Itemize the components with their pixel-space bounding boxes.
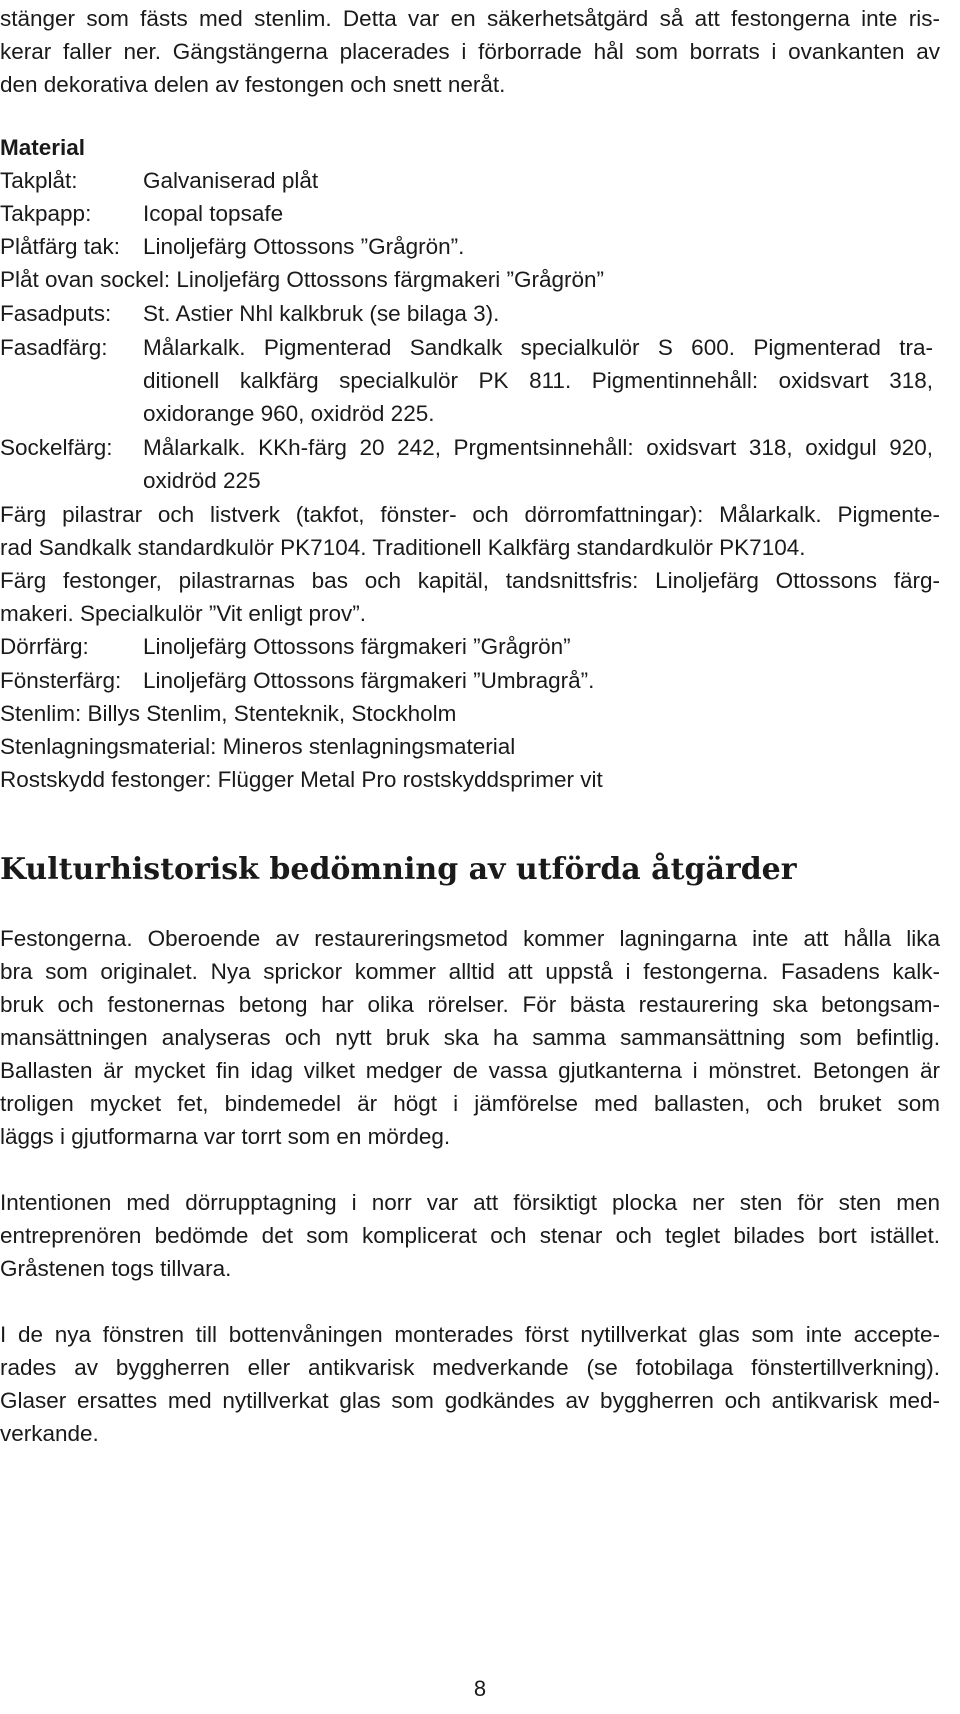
intro-line-1: stänger som fästs med stenlim. Detta var en säkerhetsåtgärd så att festongerna inte ris- bbox=[0, 6, 940, 31]
paragraph3-line-3: Glaser ersattes med nytillverkat glas som godkändes av byggherren och antikvarisk med- bbox=[0, 1388, 940, 1413]
section-heading: Kulturhistorisk bedömning av utförda åtgärder bbox=[0, 852, 797, 887]
paragraph1-line-2: bra som originalet. Nya sprickor kommer alltid att uppstå i festongerna. Fasadens kalk- bbox=[0, 959, 940, 984]
dorrfarg-label: Dörrfärg: bbox=[0, 634, 89, 659]
platfarg-tak-label: Plåtfärg tak: bbox=[0, 234, 121, 259]
intro-line-3: den dekorativa delen av festongen och snett neråt. bbox=[0, 72, 506, 97]
dorrfarg-value: Linoljefärg Ottossons färgmakeri ”Grågrön” bbox=[143, 634, 571, 659]
sockelfarg-label: Sockelfärg: bbox=[0, 435, 113, 460]
fonsterfarg-value: Linoljefärg Ottossons färgmakeri ”Umbragrå”. bbox=[143, 668, 595, 693]
intro-line-2: kerar faller ner. Gängstängerna placerades i förborrade hål som borrats i ovankanten av bbox=[0, 39, 940, 64]
fasadputs-label: Fasadputs: bbox=[0, 301, 112, 326]
fasadfarg-line-1: Målarkalk. Pigmenterad Sandkalk specialkulör S 600. Pigmenterad tra- bbox=[143, 335, 933, 360]
takplat-value: Galvaniserad plåt bbox=[143, 168, 319, 193]
fonsterfarg-label: Fönsterfärg: bbox=[0, 668, 122, 693]
paragraph1-line-5: Ballasten är mycket fin idag vilket medger de vassa gjutkanterna i mönstret. Betongen är bbox=[0, 1058, 940, 1083]
paragraph3-line-4: verkande. bbox=[0, 1421, 99, 1446]
paragraph1-line-1: Festongerna. Oberoende av restaureringsmetod kommer lagningarna inte att hålla lika bbox=[0, 926, 940, 951]
page-number: 8 bbox=[473, 1676, 487, 1701]
paragraph2-line-2: entreprenören bedömde det som komplicerat och stenar och teglet bilades bort istället. bbox=[0, 1223, 940, 1248]
stenlim-line: Stenlim: Billys Stenlim, Stenteknik, Stockholm bbox=[0, 701, 457, 726]
fasadfarg-line-2: ditionell kalkfärg specialkulör PK 811. Pigmentinnehåll: oxidsvart 318, bbox=[143, 368, 933, 393]
takplat-label: Takplåt: bbox=[0, 168, 78, 193]
paragraph2-line-1: Intentionen med dörrupptagning i norr var att försiktigt plocka ner sten för sten men bbox=[0, 1190, 940, 1215]
festonger-line-2: makeri. Specialkulör ”Vit enligt prov”. bbox=[0, 601, 366, 626]
pilastrar-line-1: Färg pilastrar och listverk (takfot, fönster- och dörromfattningar): Målarkalk. Pigmente- bbox=[0, 502, 940, 527]
fasadputs-value: St. Astier Nhl kalkbruk (se bilaga 3). bbox=[143, 301, 500, 326]
rostskydd-line: Rostskydd festonger: Flügger Metal Pro rostskyddsprimer vit bbox=[0, 767, 603, 792]
festonger-line-1: Färg festonger, pilastrarnas bas och kapitäl, tandsnittsfris: Linoljefärg Ottossons färg- bbox=[0, 568, 940, 593]
paragraph1-line-3: bruk och festonernas betong har olika rörelser. För bästa restaurering ska betongsam- bbox=[0, 992, 940, 1017]
material-heading: Material bbox=[0, 135, 86, 160]
platfarg-tak-value: Linoljefärg Ottossons ”Grågrön”. bbox=[143, 234, 465, 259]
paragraph3-line-1: I de nya fönstren till bottenvåningen monterades först nytillverkat glas som inte accepte- bbox=[0, 1322, 940, 1347]
takpapp-label: Takpapp: bbox=[0, 201, 92, 226]
paragraph1-line-4: mansättningen analyseras och nytt bruk ska ha samma sammansättning som befintlig. bbox=[0, 1025, 940, 1050]
fasadfarg-label: Fasadfärg: bbox=[0, 335, 108, 360]
takpapp-value: Icopal topsafe bbox=[143, 201, 284, 226]
paragraph1-line-6: troligen mycket fet, bindemedel är högt i jämförelse med ballasten, och bruket som bbox=[0, 1091, 940, 1116]
paragraph2-line-3: Gråstenen togs tillvara. bbox=[0, 1256, 232, 1281]
sockelfarg-line-1: Målarkalk. KKh-färg 20 242, Prgmentsinnehåll: oxidsvart 318, oxidgul 920, bbox=[143, 435, 933, 460]
sockelfarg-line-2: oxidröd 225 bbox=[143, 468, 261, 493]
stenlagning-line: Stenlagningsmaterial: Mineros stenlagningsmaterial bbox=[0, 734, 516, 759]
paragraph3-line-2: rades av byggherren eller antikvarisk medverkande (se fotobilaga fönstertillverkning). bbox=[0, 1355, 940, 1380]
fasadfarg-line-3: oxidorange 960, oxidröd 225. bbox=[143, 401, 435, 426]
plat-ovan-sockel-line: Plåt ovan sockel: Linoljefärg Ottossons färgmakeri ”Grågrön” bbox=[0, 267, 605, 292]
pilastrar-line-2: rad Sandkalk standardkulör PK7104. Traditionell Kalkfärg standardkulör PK7104. bbox=[0, 535, 806, 560]
paragraph1-line-7: läggs i gjutformarna var torrt som en mördeg. bbox=[0, 1124, 451, 1149]
